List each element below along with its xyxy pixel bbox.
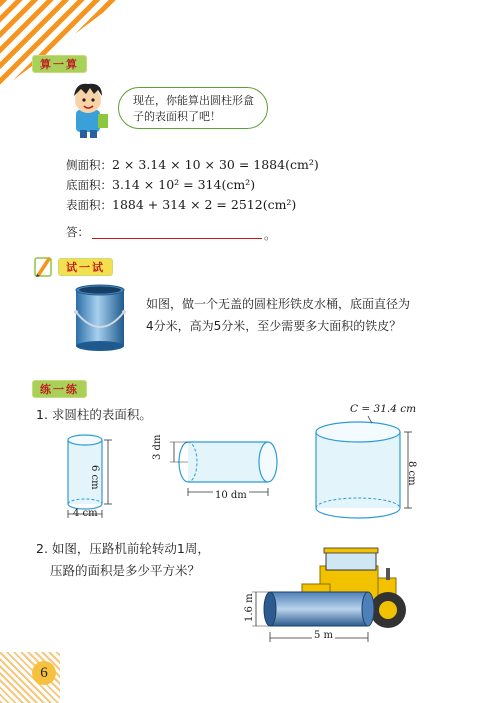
formula-base-area <box>66 177 255 193</box>
side-area-expression: 2 × 3.14 × 10 × 30 = 1884(cm²) <box>112 157 319 172</box>
roller-width-label: 5 m <box>314 630 334 641</box>
cylinder-3-diagram <box>310 414 420 524</box>
base-area-expression: 3.14 × 10² = 314(cm²) <box>112 177 256 192</box>
pencil-icon <box>32 254 54 278</box>
surface-area-expression: 1884 + 314 × 2 = 2512(cm²) <box>112 197 297 212</box>
formula-surface-area <box>66 197 296 213</box>
answer-blank[interactable] <box>92 238 262 239</box>
cylinder-3-height-label: 8 cm <box>406 461 417 486</box>
exercise2-line1: 2. 如图，压路机前轮转动1周， <box>36 541 210 556</box>
section-header-shi: 试一试 <box>58 258 113 276</box>
cylinder-2-length-label: 10 dm <box>215 490 247 501</box>
page-number: 6 <box>32 661 56 685</box>
speech-bubble-text: 现在，你能算出圆柱形盒子的表面积了吧！ <box>133 94 254 123</box>
formula-side-area <box>66 157 319 173</box>
cylinder-2-diameter-label: 3 dm <box>152 434 163 460</box>
try-text-line1: 如图，做一个无盖的圆柱形铁皮水桶，底面直径为 <box>146 297 411 311</box>
boy-illustration <box>66 80 116 138</box>
answer-label: 答： <box>66 225 89 239</box>
bucket-illustration <box>70 282 130 352</box>
corner-stripes-decoration <box>0 0 120 90</box>
cylinder-1-height-label: 6 cm <box>89 465 100 490</box>
speech-bubble <box>118 87 268 129</box>
cylinder-1-width-label: 4 cm <box>73 508 98 519</box>
answer-line <box>66 224 89 240</box>
roller-diameter-label: 1.6 m <box>244 593 255 622</box>
section-header-lian: 练一练 <box>32 380 87 398</box>
side-area-label: 侧面积： <box>66 158 112 172</box>
section-header-suan: 算一算 <box>32 55 87 73</box>
exercise1-text: 1. 求圆柱的表面积。 <box>36 407 152 422</box>
answer-period: 。 <box>264 228 277 242</box>
base-area-label: 底面积： <box>66 178 112 192</box>
try-text-line2: 4分米，高为5分米，至少需要多大面积的铁皮？ <box>146 319 402 333</box>
exercise2-line2: 压路的面积是多少平方米？ <box>50 563 201 578</box>
cylinder-3-circumference-label: C = 31.4 cm <box>350 403 417 415</box>
surface-area-label: 表面积： <box>66 198 112 212</box>
